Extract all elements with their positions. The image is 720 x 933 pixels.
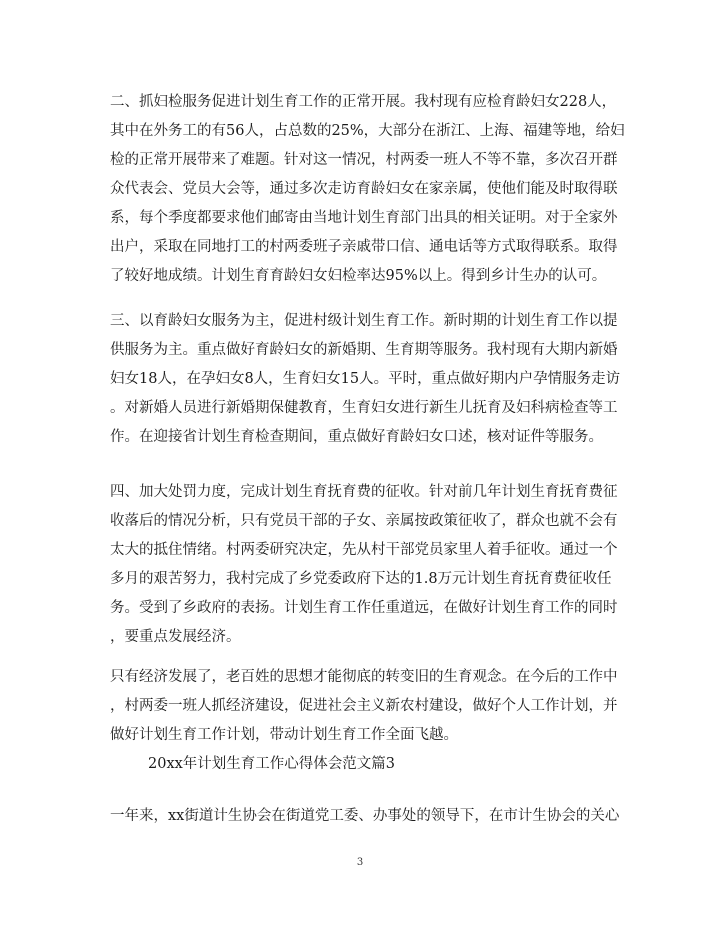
text-line: ，村两委一班人抓经济建设，促进社会主义新农村建设，做好个人工作计划，并 (110, 698, 618, 714)
text-line: 太大的抵住情绪。村两委研究决定，先从村干部党员家里人着手征收。通过一个 (110, 542, 618, 558)
text-line: ，要重点发展经济。 (110, 629, 241, 645)
text-line: 只有经济发展了，老百姓的思想才能彻底的转变旧的生育观念。在今后的工作中 (110, 669, 618, 685)
text-line: 。对新婚人员进行新婚期保健教育，生育妇女进行新生儿抚育及妇科病检查等工 (110, 400, 618, 416)
text-line: 其中在外务工的有56人，占总数的25%，大部分在浙江、上海、福建等地，给妇 (110, 123, 625, 139)
text-line: 三、以育龄妇女服务为主，促进村级计划生育工作。新时期的计划生育工作以提 (110, 313, 618, 329)
text-line: 多月的艰苦努力，我村完成了乡党委政府下达的1.8万元计划生育抚育费征收任 (110, 571, 612, 587)
text-line: 作。在迎接省计划生育检查期间，重点做好育龄妇女口述，核对证件等服务。 (110, 429, 603, 445)
text-line: 系，每个季度都要求他们邮寄由当地计划生育部门出具的相关证明。对于全家外 (110, 210, 618, 226)
text-line: 了较好地成绩。计划生育育龄妇女妇检率达95%以上。得到乡计生办的认可。 (110, 268, 607, 284)
text-line: 四、加大处罚力度，完成计划生育抚育费的征收。针对前几年计划生育抚育费征 (110, 484, 618, 500)
text-line: 二、抓妇检服务促进计划生育工作的正常开展。我村现有应检育龄妇女228人， (110, 94, 617, 110)
text-line: 众代表会、党员大会等，通过多次走访育龄妇女在家亲属，使他们能及时取得联 (110, 181, 618, 197)
text-line: 收落后的情况分析，只有党员干部的子女、亲属按政策征收了，群众也就不会有 (110, 513, 618, 529)
page-number: 3 (356, 857, 364, 868)
text-line: 务。受到了乡政府的表扬。计划生育工作任重道远，在做好计划生育工作的同时 (110, 600, 618, 616)
text-line: 一年来，xx街道计生协会在街道党工委、办事处的领导下，在市计生协会的关心 (110, 808, 620, 824)
section-heading: 20xx年计划生育工作心得体会范文篇3 (148, 756, 396, 772)
text-line: 供服务为主。重点做好育龄妇女的新婚期、生育期等服务。我村现有大期内新婚 (110, 342, 618, 358)
paragraph-4 (110, 478, 618, 652)
text-line: 做好计划生育工作计划，带动计划生育工作全面飞越。 (110, 727, 458, 743)
paragraph-2 (110, 88, 625, 291)
paragraph-3 (110, 307, 621, 452)
closing-paragraph (110, 802, 620, 831)
text-line: 妇女18人，在孕妇女8人，生育妇女15人。平时，重点做好期内户孕情服务走访 (110, 371, 621, 387)
paragraph-economy (110, 663, 618, 750)
text-line: 出户，采取在同地打工的村两委班子亲戚带口信、通电话等方式取得联系。取得 (110, 239, 618, 255)
text-line: 检的正常开展带来了难题。针对这一情况，村两委一班人不等不靠，多次召开群 (110, 152, 618, 168)
